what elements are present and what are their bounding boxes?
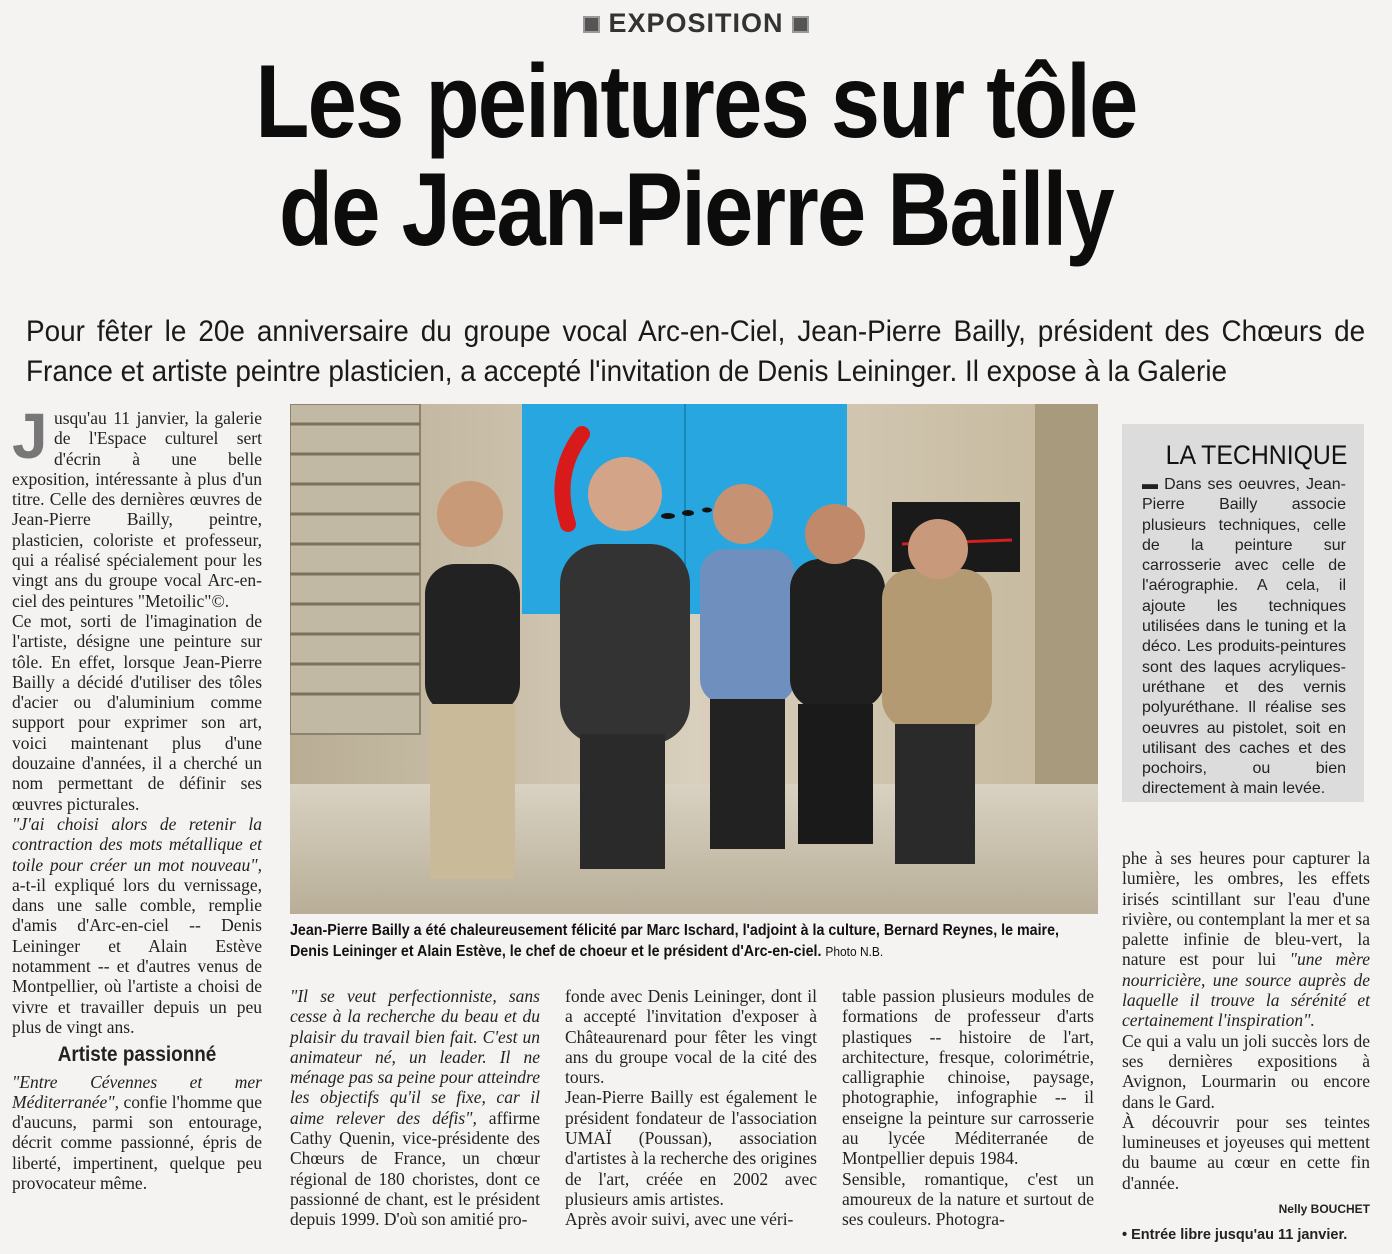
subheading: Artiste passionné bbox=[57, 1043, 217, 1067]
paragraph: fonde avec Denis Leininger, dont il a accepté l'invitation d'exposer à Châteaurenard pour fêter les vingt ans du groupe vocal de la cité des tours. bbox=[565, 986, 817, 1088]
article-column-1 bbox=[12, 400, 262, 1193]
quote: "une mère nourricière, une source auprès de laquelle il trouve la sérénité et certainement l'inspiration". bbox=[1122, 949, 1371, 1031]
sidebar-text: ▬ Dans ses oeuvres, Jean-Pierre Bailly associe plusieurs techniques, celle de la peinture sur carrosserie avec celle de l'aérographie. A cela, il ajoute les techniques utilisées dans le tuning et la déco. Les produits-peintures sont des laques acryliques-uréthane et des vernis polyuréthane. Il réalise ses oeuvres au pistolet, soit en utilisant des caches et des pochoirs, ou bien directement à main levée. bbox=[1142, 476, 1346, 798]
info-line: • Entrée libre jusqu'au 11 janvier. bbox=[1122, 1227, 1348, 1244]
paragraph: À découvrir pour ses teintes lumineuses et joyeuses qui mettent du baume au cœur en cette fin d'année. bbox=[1122, 1111, 1370, 1193]
square-bullet-icon bbox=[792, 16, 809, 33]
article-column-3 bbox=[565, 986, 817, 1230]
article-photo bbox=[290, 404, 1098, 914]
headline bbox=[104, 44, 1287, 268]
quote: "J'ai choisi alors de retenir la contraction des mots métallique et toile pour créer un mot nouveau", bbox=[12, 813, 262, 875]
drop-cap: J bbox=[12, 400, 48, 472]
paragraph bbox=[290, 986, 540, 1230]
paragraph bbox=[12, 1072, 262, 1194]
article-column-2 bbox=[290, 986, 540, 1230]
article-column-5 bbox=[1122, 848, 1370, 1246]
quote: "Entre Cévennes et mer Méditerranée", bbox=[12, 1071, 262, 1112]
paragraph: Ce mot, sorti de l'imagination de l'artiste, désigne une peinture sur tôle. En effet, lorsque Jean-Pierre Bailly a décidé d'utiliser des tôles d'acier ou d'aluminium comme support pour exprimer son art, voici maintenant plus d'une douzaine d'années, il a cherché un nom permettant de définir ses œuvres picturales. bbox=[12, 610, 262, 814]
quote: "Il se veut perfectionniste, sans cesse à la recherche du beau et du plaisir du travail bien fait. C'est un animateur né, un leader. Il ne ménage pas sa peine pour atteindre les objectifs qu'il se fixe, car il aime relever des défis", bbox=[290, 986, 540, 1128]
sidebar-technique bbox=[1122, 424, 1364, 802]
paragraph: Jean-Pierre Bailly est également le président fondateur de l'association UMAÏ (Poussan), association d'artistes à la recherche des origines de l'art, créée en 2002 avec plusieurs amis artistes. bbox=[565, 1087, 817, 1209]
paragraph: usqu'au 11 janvier, la galerie de l'Espace culturel sert d'écrin à une belle exposition, intéressante à plus d'un titre. Celle des dernières œuvres de Jean-Pierre Bailly, peintre, plasticien, coloriste et professeur, qui a réalisé spécialement pour les vingt ans du groupe vocal Arc-en-ciel des peintures "Metoilic"©. bbox=[12, 408, 262, 611]
kicker-label: EXPOSITION bbox=[608, 8, 784, 38]
article-column-4 bbox=[842, 986, 1094, 1230]
paragraph-text: affirme Cathy Quenin, vice-présidente des Chœurs de France, un chœur régional de 180 choristes, dont ce passionné de chant, est le président depuis 1999. D'où son amitié pro- bbox=[290, 1107, 540, 1230]
paragraph: table passion plusieurs modules de formations de professeur d'arts plastiques -- histoire de l'art, architecture, fresque, colorimétrie, calligraphie chinoise, paysage, photographie, infographie -- il enseigne la peinture sur carrosserie au lycée Méditerranée de Montpellier depuis 1984. bbox=[842, 986, 1094, 1169]
paragraph: Ce qui a valu un joli succès lors de ses dernières expositions à Avignon, Lourmarin ou encore dans le Gard. bbox=[1122, 1030, 1370, 1112]
photo-caption bbox=[290, 920, 1098, 962]
caption-text: Jean-Pierre Bailly a été chaleureusement félicité par Marc Ischard, l'adjoint à la culture, Bernard Reynes, le maire, Denis Leininger et Alain Estève, le chef de choeur et le président d'Arc-en-ciel. bbox=[290, 922, 1060, 960]
paragraph bbox=[12, 814, 262, 1037]
paragraph-text: confie l'homme que d'aucuns, parmi son entourage, décrit comme passionné, épris de liberté, impertinent, quelque peu provocateur même. bbox=[12, 1091, 262, 1193]
gallery-photo-illustration bbox=[290, 404, 1098, 914]
headline-line-1: Les peintures sur tôle bbox=[255, 44, 1137, 160]
square-bullet-icon bbox=[583, 16, 600, 33]
paragraph-text: a-t-il expliqué lors du vernissage, dans une salle comble, remplie d'amis d'Arc-en-ciel -- Denis Leininger et Alain Estève notamment -- et d'autres venus de Montpellier, où l'artiste a choisi de vivre et travailler depuis un peu plus de vingt ans. bbox=[12, 874, 262, 1037]
photo-credit: Photo N.B. bbox=[825, 944, 884, 959]
paragraph-text: phe à ses heures pour capturer la lumière, les ombres, les effets irisés scintillant sur l'eau d'une rivière, ou contemplant la mer et sa palette infinie de bleu-vert, la nature est pour lui bbox=[1122, 848, 1370, 970]
deck: Pour fêter le 20e anniversaire du groupe vocal Arc-en-Ciel, Jean-Pierre Bailly, président des Chœurs de France et artiste peintre plasticien, a accepté l'invitation de Denis Leininger. Il expose à la Galerie bbox=[26, 315, 1366, 388]
author-signature: Nelly BOUCHET bbox=[1278, 1202, 1370, 1217]
section-kicker bbox=[0, 8, 1392, 39]
paragraph: Sensible, romantique, c'est un amoureux de la nature et surtout de ses couleurs. Photogra- bbox=[842, 1168, 1094, 1230]
headline-line-2: de Jean-Pierre Bailly bbox=[278, 152, 1114, 268]
sidebar-title: LA TECHNIQUE bbox=[1165, 440, 1348, 470]
paragraph: Après avoir suivi, avec une véri- bbox=[565, 1209, 794, 1230]
paragraph bbox=[1122, 848, 1370, 1031]
